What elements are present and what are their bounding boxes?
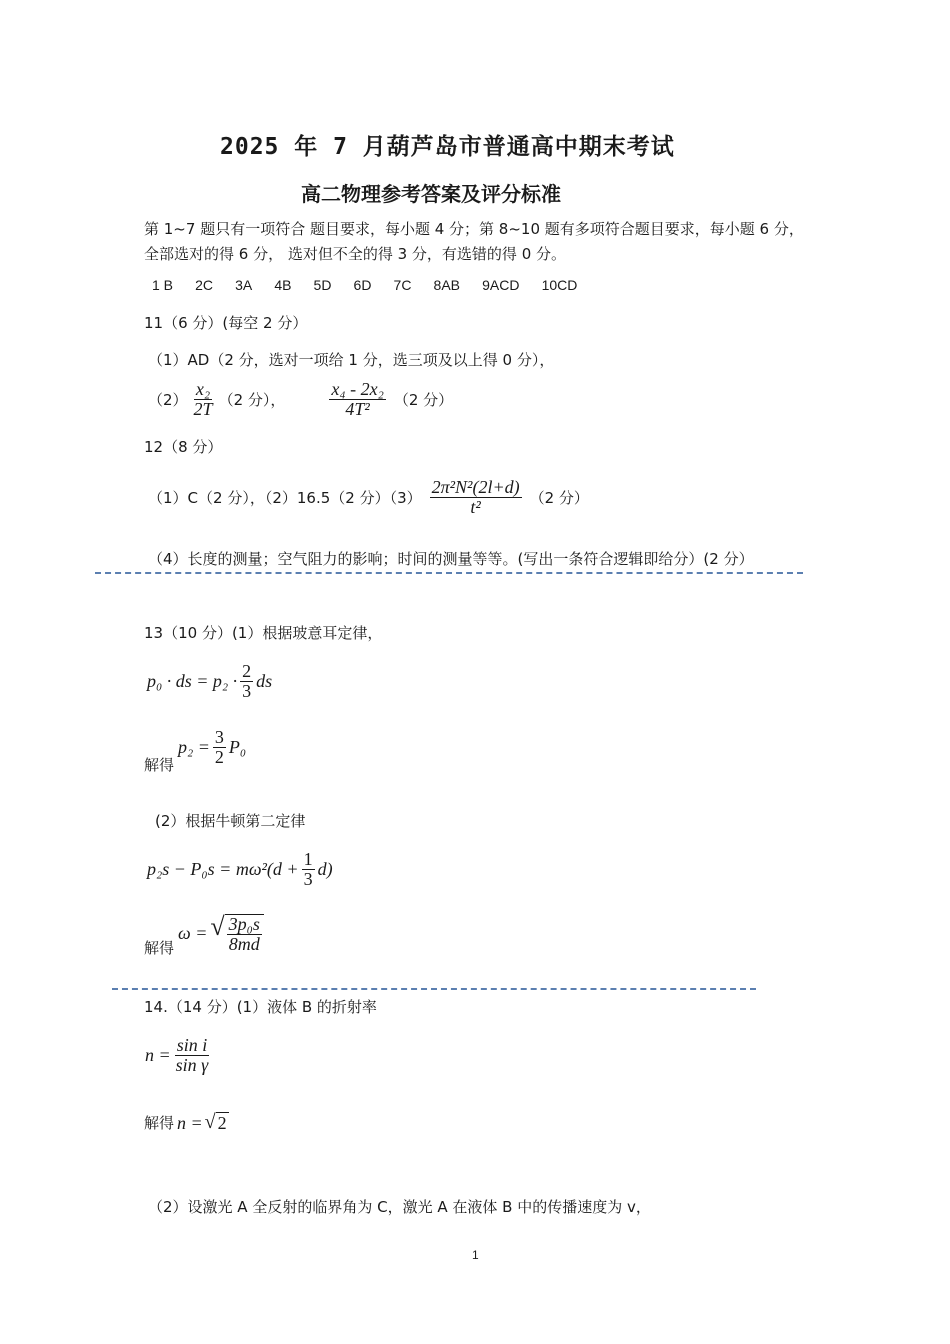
answer-9: 9ACD — [482, 277, 520, 293]
q14-eq-denominator: sin γ — [175, 1054, 209, 1075]
q13-sqrt-fraction — [225, 914, 264, 954]
page-number: 1 — [472, 1248, 479, 1262]
answer-8: 8AB — [433, 277, 461, 293]
q13-solve2-label: 解得 — [144, 938, 175, 957]
q13-solution-2 — [144, 912, 264, 960]
section-divider-1 — [95, 572, 803, 574]
instructions-line-2: 全部选对的得 6 分， 选对但不全的得 3 分，有选错的得 0 分。 — [144, 245, 567, 263]
q13-solve2-expr — [178, 914, 264, 954]
document-subtitle: 高二物理参考答案及评分标准 — [301, 182, 561, 206]
instructions-line-1: 第 1~7 题只有一项符合 题目要求，每小题 4 分；第 8~10 题有多项符合题目要求，每小题 6 分， — [144, 220, 804, 238]
q14-eq-numerator: sin i — [176, 1035, 208, 1055]
q11-frac2-denominator: 4T² — [345, 398, 370, 419]
q11-frac2-numerator: x₄ - 2x₂ — [331, 379, 384, 399]
q13-eq2-right: d) — [317, 858, 333, 879]
q13-eq2-frac-denominator: 3 — [303, 868, 313, 889]
q14-sqrt-value: 2 — [217, 1113, 227, 1133]
q13-equation-1 — [147, 662, 272, 701]
q13-solve1-label: 解得 — [144, 755, 175, 774]
q11-part-2-score-1: （2 分）， — [218, 390, 286, 409]
q11-fraction-1 — [192, 380, 215, 419]
q14-part-2: （2）设激光 A 全反射的临界角为 C，激光 A 在液体 B 中的传播速度为 v， — [148, 1198, 651, 1216]
q13-eq2-frac-numerator: 1 — [303, 849, 313, 869]
answer-10: 10CD — [541, 277, 578, 293]
q13-solve1-frac-numerator: 3 — [214, 727, 224, 747]
q13-sqrt-numerator: 3p₀s — [228, 914, 260, 934]
q12-fraction — [430, 478, 522, 517]
q13-sqrt-denominator: 8md — [228, 933, 260, 954]
q14-solve-expr — [177, 1112, 229, 1134]
q11-frac1-numerator: x₂ — [195, 379, 211, 399]
q13-solve1-frac-denominator: 2 — [214, 746, 224, 767]
q13-solution-1 — [144, 727, 247, 777]
answer-1: 1 B — [152, 277, 174, 293]
q12-header: 12（8 分） — [144, 438, 223, 456]
q13-solve1-left: p₂ = — [178, 736, 210, 757]
q11-part-1: （1）AD（2 分，选对一项给 1 分，选三项及以上得 0 分）， — [148, 351, 555, 369]
q13-eq1-left: p₀ · ds = p₂ · — [147, 670, 238, 691]
q13-eq1-fraction — [240, 662, 253, 701]
q14-solve-label: 解得 — [144, 1114, 175, 1132]
q13-eq1-frac-numerator: 2 — [242, 661, 252, 681]
q13-equation-2 — [147, 850, 333, 889]
q14-sqrt — [205, 1112, 229, 1134]
q12-parts-text: （1）C（2 分），（2）16.5（2 分）（3） — [148, 488, 422, 507]
q14-equation — [145, 1036, 210, 1075]
q14-header: 14.（14 分）(1）液体 B 的折射率 — [144, 998, 377, 1016]
sqrt-radical-icon: √ — [210, 912, 225, 941]
section-divider-2 — [112, 988, 756, 990]
q13-solve2-left: ω = — [178, 923, 208, 944]
q11-part-2-score-2: （2 分） — [393, 390, 454, 409]
q13-solve1-fraction — [213, 728, 226, 767]
q12-frac-numerator: 2π²N²(2l+d) — [431, 477, 520, 497]
sqrt-radical-icon: √ — [204, 1111, 216, 1133]
answer-key-row — [152, 275, 594, 294]
q13-sqrt — [210, 914, 264, 954]
q13-solve1-expr — [178, 728, 246, 767]
q13-solve1-right: P₀ — [228, 736, 247, 757]
q13-eq1-frac-denominator: 3 — [242, 680, 252, 701]
q11-part-2 — [148, 380, 453, 419]
q11-part-2-prefix: （2） — [148, 390, 188, 409]
q12-part-4: （4）长度的测量；空气阻力的影响；时间的测量等等。(写出一条符合逻辑即给分）(2 分） — [148, 550, 754, 568]
answer-4: 4B — [274, 277, 292, 293]
q13-eq2-left: p₂s − P₀s = mω²(d + — [147, 858, 299, 879]
q13-eq2-fraction — [302, 850, 315, 889]
q14-eq-fraction — [174, 1036, 211, 1075]
answer-2: 2C — [195, 277, 214, 293]
q13-header: 13（10 分）(1）根据玻意耳定律， — [144, 624, 383, 642]
answer-7: 7C — [393, 277, 412, 293]
q13-eq1-right: ds — [256, 670, 273, 691]
q11-header: 11（6 分）(每空 2 分） — [144, 314, 308, 332]
answer-5: 5D — [313, 277, 332, 293]
answer-3: 3A — [235, 277, 253, 293]
q13-part-2: (2）根据牛顿第二定律 — [155, 812, 306, 830]
q11-fraction-2 — [329, 380, 386, 419]
q14-solution — [144, 1112, 229, 1134]
q11-frac1-denominator: 2T — [193, 398, 213, 419]
document-title: 2025 年 7 月葫芦岛市普通高中期末考试 — [220, 134, 675, 160]
q12-parts-1-3 — [148, 478, 589, 517]
q14-solve-left: n = — [177, 1112, 203, 1133]
q14-eq-left: n = — [145, 1044, 171, 1065]
q12-frac-denominator: t² — [470, 496, 481, 517]
answer-6: 6D — [353, 277, 372, 293]
q12-part-3-score: （2 分） — [529, 488, 589, 507]
